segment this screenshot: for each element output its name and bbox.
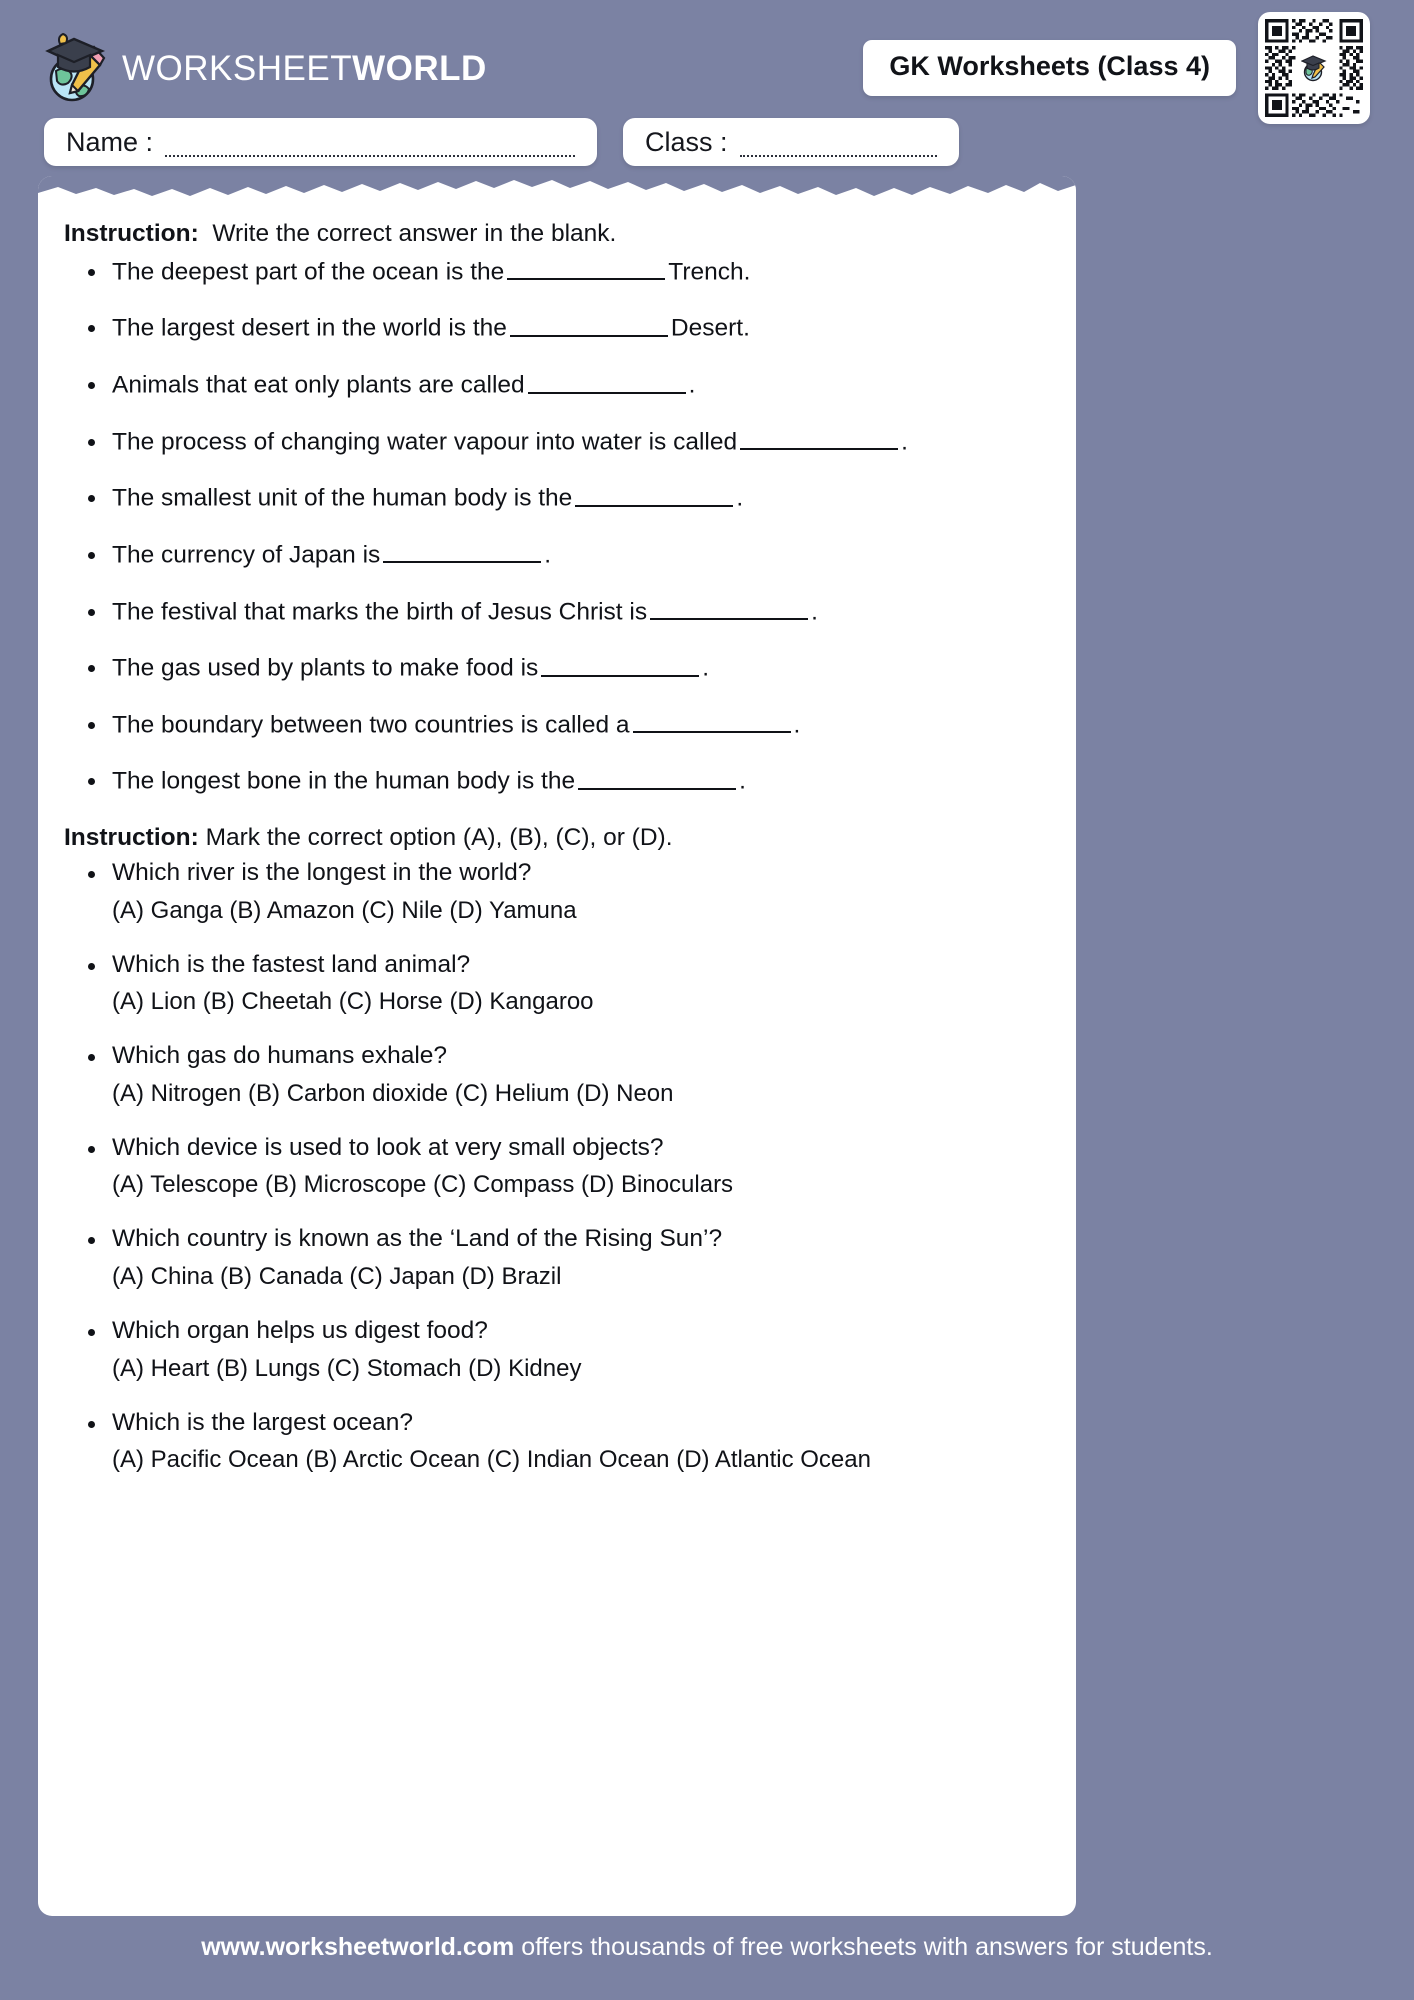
answer-blank[interactable] [507,256,665,281]
class-input-line[interactable] [740,141,937,157]
multiple-choice-list [78,858,1042,1475]
list-item [78,1224,1042,1292]
list-item [78,312,1042,344]
answer-blank[interactable] [528,369,686,394]
blank-q-after: Desert. [670,314,750,342]
list-item [78,369,1042,401]
worksheet-title-badge: GK Worksheets (Class 4) [863,40,1236,95]
blank-q-after: . [736,484,744,512]
blank-q-before: The longest bone in the human body is the [112,767,576,795]
blank-q-after: Trench. [668,258,751,286]
mcq-question: Which gas do humans exhale? [112,1042,448,1070]
brand-wordmark [122,48,487,88]
mcq-options[interactable]: (A) Heart (B) Lungs (C) Stomach (D) Kidney [112,1354,582,1382]
answer-blank[interactable] [578,765,736,790]
list-item [78,858,1042,926]
page-footer [0,1932,1414,1962]
list-item [78,950,1042,1018]
blank-q-before: The festival that marks the birth of Jesus Christ is [112,598,648,626]
mcq-question: Which organ helps us digest food? [112,1317,488,1345]
instruction-2 [64,822,1042,854]
blank-q-before: The currency of Japan is [112,541,381,569]
fill-in-blank-list [78,256,1042,798]
brand-logo [44,31,487,105]
answer-blank[interactable] [633,709,791,734]
mcq-question: Which is the fastest land animal? [112,950,471,978]
list-item [78,596,1042,628]
brand-word-1: WORKSHEET [122,48,353,88]
answer-blank[interactable] [575,482,733,507]
qr-center-logo-icon [1301,53,1327,83]
mcq-options[interactable]: (A) Pacific Ocean (B) Arctic Ocean (C) Indian Ocean (D) Atlantic Ocean [112,1446,871,1474]
list-item [78,709,1042,741]
list-item [78,1041,1042,1109]
list-item [78,256,1042,288]
mcq-options[interactable]: (A) Nitrogen (B) Carbon dioxide (C) Helium (D) Neon [112,1079,674,1107]
brand-word-2: WORLD [352,48,487,88]
answer-blank[interactable] [383,539,541,564]
list-item [78,539,1042,571]
answer-blank[interactable] [740,426,898,451]
student-fields-row [44,118,1370,166]
answer-blank[interactable] [541,652,699,677]
footer-url[interactable]: www.worksheetworld.com [201,1933,515,1961]
name-field[interactable] [44,118,597,166]
blank-q-after: . [901,428,908,456]
blank-q-before: The gas used by plants to make food is [112,654,539,682]
blank-q-before: The largest desert in the world is the [112,314,507,342]
blank-q-after: . [793,711,801,739]
instruction-1-text: Write the correct answer in the blank. [212,220,617,247]
sheet-content [38,176,1076,1475]
name-input-line[interactable] [165,141,575,157]
mcq-options[interactable]: (A) Ganga (B) Amazon (C) Nile (D) Yamuna [112,896,577,924]
blank-q-before: The process of changing water vapour into water is called [112,428,738,456]
blank-q-after: . [688,371,696,399]
worksheet-sheet [38,176,1076,1916]
blank-q-after: . [702,654,710,682]
list-item [78,1408,1042,1476]
instruction-1-lead: Instruction: [64,220,199,247]
list-item [78,1316,1042,1384]
blank-q-after: . [811,598,818,626]
qr-code-icon[interactable] [1258,12,1370,124]
mcq-options[interactable]: (A) Lion (B) Cheetah (C) Horse (D) Kangaroo [112,988,594,1016]
answer-blank[interactable] [510,312,668,337]
instruction-2-text: Mark the correct option (A), (B), (C), or (D). [205,824,673,852]
header-top-row [44,0,1370,110]
list-item [78,426,1042,458]
mcq-options[interactable]: (A) Telescope (B) Microscope (C) Compass (D) Binoculars [112,1171,734,1199]
page-header [0,0,1414,205]
class-field[interactable] [623,118,959,166]
instruction-1 [64,218,1042,250]
instruction-2-lead: Instruction: [64,824,199,852]
list-item [78,765,1042,797]
mcq-question: Which device is used to look at very small objects? [112,1133,664,1161]
blank-q-before: The smallest unit of the human body is the [112,484,573,512]
answer-blank[interactable] [650,596,808,621]
list-item [78,482,1042,514]
mcq-question: Which country is known as the ‘Land of the Rising Sun’? [112,1225,723,1253]
mcq-question: Which river is the longest in the world? [112,858,532,886]
blank-q-after: . [544,541,552,569]
blank-q-before: The boundary between two countries is called a [112,711,630,739]
class-label: Class : [645,126,728,157]
header-right-group [863,12,1370,124]
graduation-cap-globe-pencil-icon [44,31,106,105]
mcq-options[interactable]: (A) China (B) Canada (C) Japan (D) Brazil [112,1263,562,1291]
name-label: Name : [66,126,154,157]
list-item [78,1133,1042,1201]
list-item [78,652,1042,684]
mcq-question: Which is the largest ocean? [112,1408,413,1436]
blank-q-after: . [739,767,746,795]
blank-q-before: The deepest part of the ocean is the [112,258,505,286]
blank-q-before: Animals that eat only plants are called [112,371,525,399]
footer-tagline: offers thousands of free worksheets with answers for students. [514,1933,1213,1961]
